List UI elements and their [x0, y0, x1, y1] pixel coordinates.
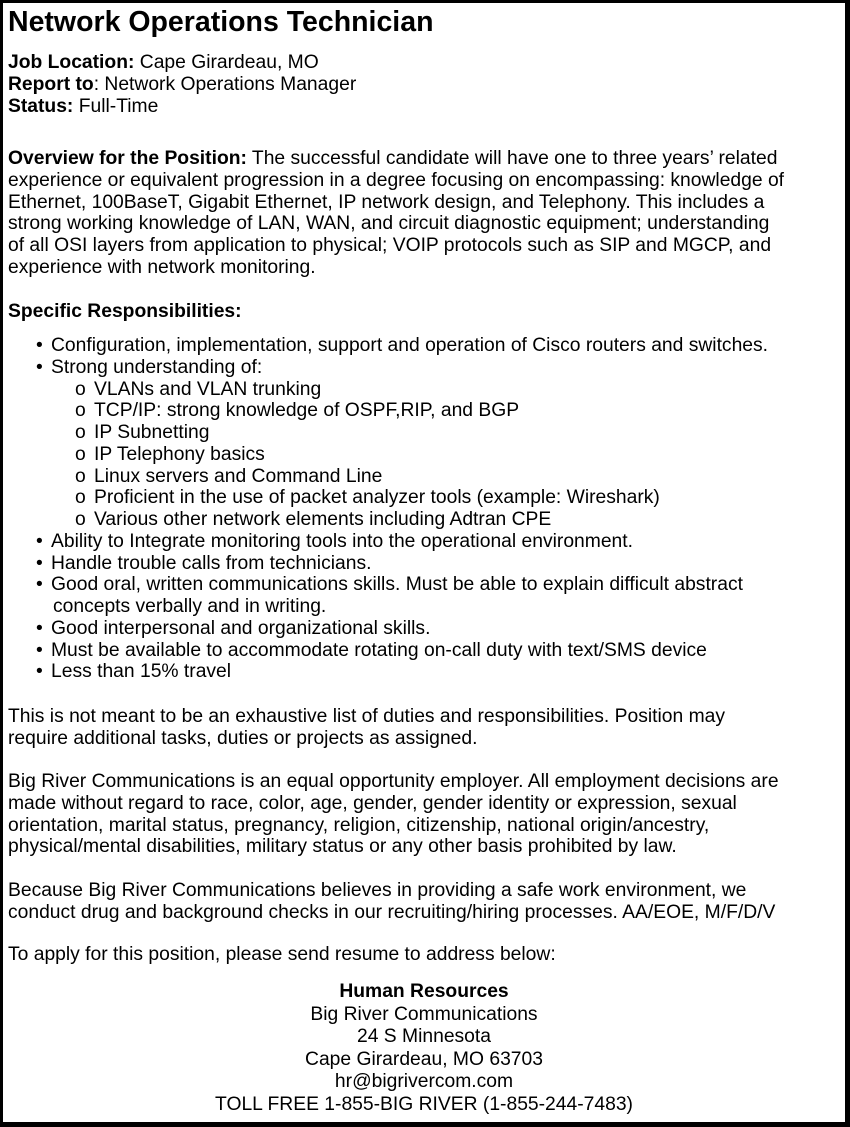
paragraph-line: require additional tasks, duties or projects as assigned. — [8, 727, 478, 749]
overview-label: Overview for the Position: — [8, 148, 247, 169]
list-item-text: concepts verbally and in writing. — [53, 596, 327, 617]
list-item-text: Must be available to accommodate rotating on-call duty with text/SMS device — [51, 639, 707, 661]
overview-line: experience with network monitoring. — [8, 256, 316, 278]
report-to-label: Report to — [8, 73, 94, 95]
job-details — [8, 52, 356, 117]
sub-bullet-icon: o — [75, 422, 86, 443]
bullet-icon: • — [36, 639, 43, 661]
sub-list-item-text: Linux servers and Command Line — [94, 465, 383, 487]
sub-list-item-text: Proficient in the use of packet analyzer tools (example: Wireshark) — [94, 487, 660, 509]
paragraph-line: This is not meant to be an exhaustive list of duties and responsibilities. Position may — [8, 706, 725, 727]
sub-list-item-text: VLANs and VLAN trunking — [94, 378, 322, 400]
sub-list-item-text: IP Telephony basics — [94, 443, 265, 465]
list-item-text: Ability to Integrate monitoring tools into the operational environment. — [51, 530, 633, 552]
status-value: Full-Time — [73, 95, 159, 117]
apply-instruction: To apply for this position, please send resume to address below: — [8, 944, 556, 965]
sub-bullet-icon: o — [75, 509, 86, 530]
address-company: Big River Communications — [310, 1003, 538, 1025]
overview-section — [8, 148, 784, 279]
bullet-icon: • — [36, 335, 43, 356]
paragraph-line: Because Big River Communications believes in providing a safe work environment, we — [8, 880, 747, 901]
paragraph-line: conduct drug and background checks in our recruiting/hiring processes. AA/EOE, M/F/D/V — [8, 901, 776, 923]
list-item-text: Less than 15% travel — [51, 661, 232, 683]
status-label: Status: — [8, 95, 74, 117]
screening-paragraph — [8, 880, 775, 924]
address-city: Cape Girardeau, MO 63703 — [305, 1048, 543, 1070]
disclaimer-paragraph — [8, 706, 725, 750]
overview-line — [8, 148, 784, 170]
responsibilities-heading-block — [8, 301, 242, 323]
job-location-label: Job Location: — [8, 52, 135, 73]
sub-bullet-icon: o — [75, 400, 86, 422]
paragraph-line: made without regard to race, color, age, gender, gender identity or expression, sexual — [8, 792, 737, 814]
paragraph-line: orientation, marital status, pregnancy, religion, citizenship, national origin/ancestry, — [8, 814, 710, 836]
address-email[interactable]: hr@bigrivercom.com — [334, 1071, 514, 1093]
list-item-text: Handle trouble calls from technicians. — [51, 552, 372, 574]
paragraph-line: physical/mental disabilities, military status or any other basis prohibited by law. — [8, 836, 677, 858]
sub-list-item-text: TCP/IP: strong knowledge of OSPF,RIP, and BGP — [94, 400, 520, 422]
list-item-text: Strong understanding of: — [51, 356, 263, 378]
address-department: Human Resources — [339, 981, 509, 1002]
bullet-icon: • — [36, 617, 43, 639]
overview-line: experience or equivalent progression in a degree focusing on encompassing: knowledge of — [8, 169, 785, 191]
overview-line: Ethernet, 100BaseT, Gigabit Ethernet, IP network design, and Telephony. This includes a — [8, 191, 765, 213]
address-phone: TOLL FREE 1-855-BIG RIVER (1-855-244-7483) — [215, 1093, 633, 1115]
overview-line: of all OSI layers from application to physical; VOIP protocols such as SIP and MGCP, and — [8, 235, 772, 257]
bullet-icon: • — [36, 661, 43, 683]
sub-list-item-text: IP Subnetting — [94, 422, 210, 443]
responsibilities-heading: Specific Responsibilities: — [8, 301, 242, 322]
list-item-text: Configuration, implementation, support and operation of Cisco routers and switches. — [51, 335, 769, 356]
job-location-line — [8, 52, 356, 74]
report-to-line — [8, 74, 356, 96]
sub-bullet-icon: o — [75, 378, 86, 400]
bullet-icon: • — [36, 530, 43, 552]
apply-paragraph — [8, 944, 556, 966]
address-street: 24 S Minnesota — [357, 1026, 491, 1048]
contact-address — [3, 981, 845, 1117]
bullet-icon: • — [36, 574, 43, 596]
paragraph-line: Big River Communications is an equal opportunity employer. All employment decisions are — [8, 771, 779, 792]
bullet-icon: • — [36, 552, 43, 574]
overview-line: strong working knowledge of LAN, WAN, and circuit diagnostic equipment; understanding — [8, 213, 770, 235]
job-location-value: Cape Girardeau, MO — [134, 52, 319, 73]
list-item-text: Good interpersonal and organizational skills. — [51, 617, 431, 639]
page-title: Network Operations Technician — [8, 6, 434, 38]
sub-bullet-icon: o — [75, 487, 86, 509]
status-line — [8, 96, 356, 118]
eeo-paragraph — [8, 771, 779, 858]
job-posting-page — [3, 3, 845, 1122]
sub-list-item-text: Various other network elements including Adtran CPE — [94, 509, 552, 530]
sub-bullet-icon: o — [75, 465, 86, 487]
list-item-text: Good oral, written communications skills. Must be able to explain difficult abstract — [51, 574, 743, 596]
bullet-icon: • — [36, 356, 43, 378]
sub-bullet-icon: o — [75, 443, 86, 465]
overview-text: The successful candidate will have one to three years’ related — [246, 148, 778, 169]
report-to-value: : Network Operations Manager — [93, 73, 357, 95]
